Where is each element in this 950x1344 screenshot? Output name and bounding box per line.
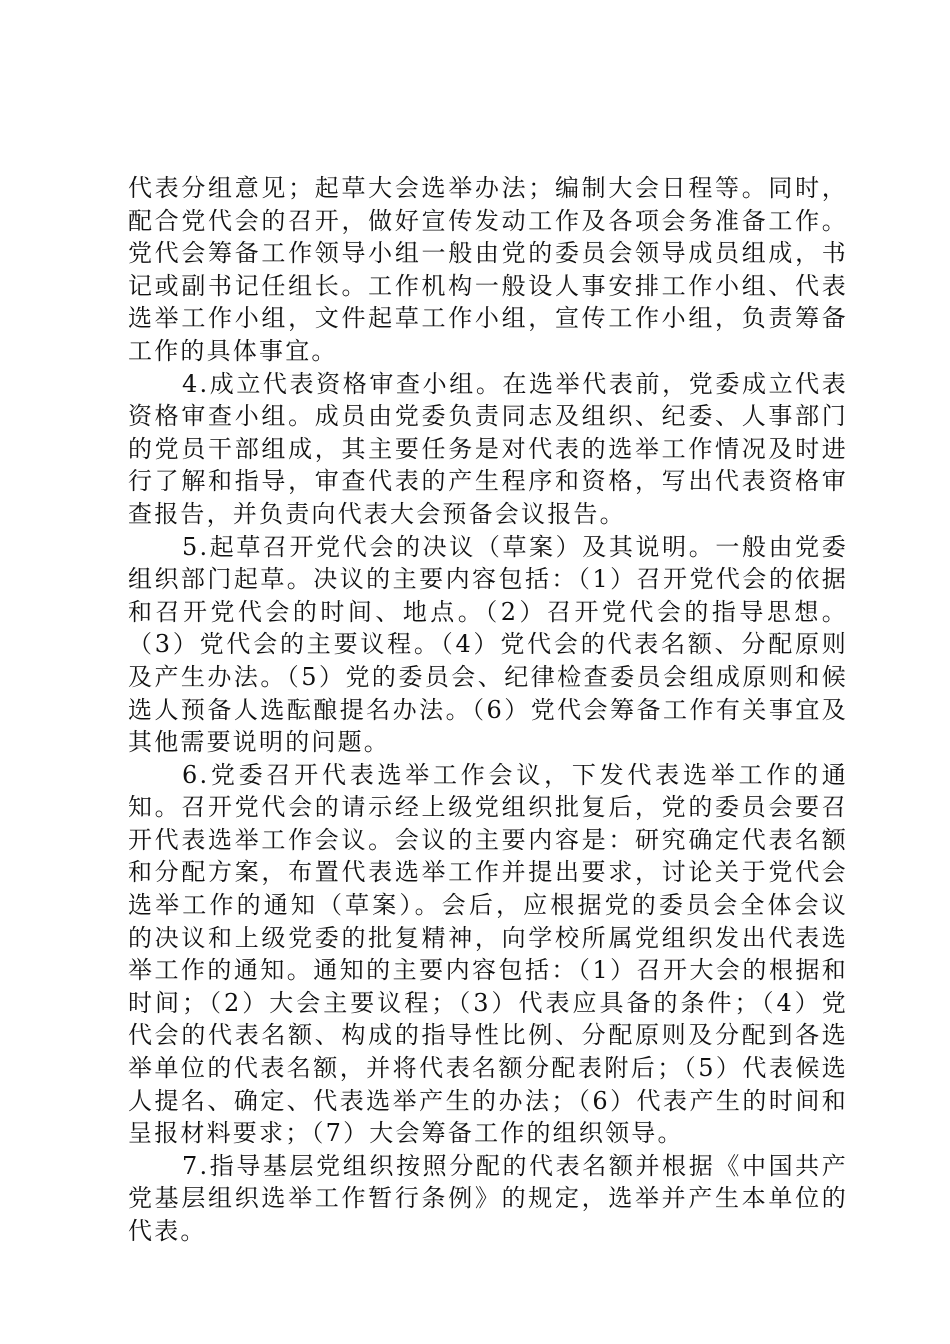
paragraph-item-6: 6.党委召开代表选举工作会议，下发代表选举工作的通知。召开党代会的请示经上级党组织批复后，党的委员会要召开代表选举工作会议。会议的主要内容是：研究确定代表名额和分配方案，布置代表选举工作并提出要求，讨论关于党代会选举工作的通知（草案）。会后，应根据党的委员会全体会议的决议和上级党委的批复精神，向学校所属党组织发出代表选举工作的通知。通知的主要内容包括：（1）召开大会的根据和时间；（2）大会主要议程；（3）代表应具备的条件；（4）党代会的代表名额、构成的指导性比例、分配原则及分配到各选举单位的代表名额，并将代表名额分配表附后；（5）代表候选人提名、确定、代表选举产生的办法；（6）代表产生的时间和呈报材料要求；（7）大会筹备工作的组织领导。: [128, 760, 848, 1148]
paragraph-item-7: 7.指导基层党组织按照分配的代表名额并根据《中国共产党基层组织选举工作暂行条例》的规定，选举并产生本单位的代表。: [128, 1151, 848, 1245]
document-body: [128, 172, 848, 1248]
paragraph-item-5: 5.起草召开党代会的决议（草案）及其说明。一般由党委组织部门起草。决议的主要内容包括：（1）召开党代会的依据和召开党代会的时间、地点。（2）召开党代会的指导思想。（3）党代会的主要议程。（4）党代会的代表名额、分配原则及产生办法。（5）党的委员会、纪律检查委员会组成原则和候选人预备人选酝酿提名办法。（6）党代会筹备工作有关事宜及其他需要说明的问题。: [128, 532, 848, 757]
paragraph-item-4: 4.成立代表资格审查小组。在选举代表前，党委成立代表资格审查小组。成员由党委负责同志及组织、纪委、人事部门的党员干部组成，其主要任务是对代表的选举工作情况及时进行了解和指导，审查代表的产生程序和资格，写出代表资格审查报告，并负责向代表大会预备会议报告。: [128, 369, 848, 528]
paragraph-continuation: 代表分组意见；起草大会选举办法；编制大会日程等。同时，配合党代会的召开，做好宣传发动工作及各项会务准备工作。党代会筹备工作领导小组一般由党的委员会领导成员组成，书记或副书记任组长。工作机构一般设人事安排工作小组、代表选举工作小组，文件起草工作小组，宣传工作小组，负责筹备工作的具体事宜。: [128, 174, 848, 365]
